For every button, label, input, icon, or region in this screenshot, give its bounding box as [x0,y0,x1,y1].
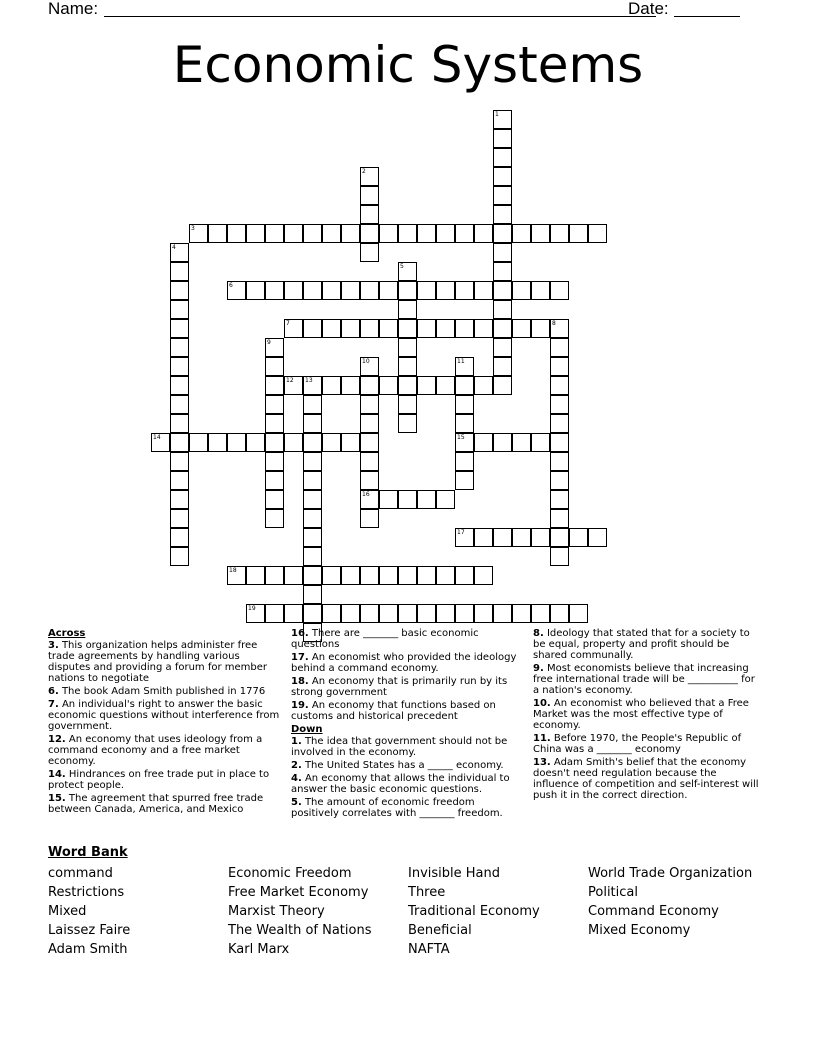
crossword-cell[interactable] [360,471,379,490]
crossword-cell[interactable] [303,585,322,604]
crossword-cell[interactable] [379,224,398,243]
crossword-cell[interactable] [189,224,208,243]
word-bank-item: Command Economy [588,904,719,919]
clue-down-2: 2. The United States has a _____ economy. [291,760,504,771]
crossword-cell[interactable] [265,357,284,376]
crossword-cell[interactable] [303,490,322,509]
clue-across-16: 16. There are _______ basic economic questions [291,628,479,650]
name-date-header [48,0,768,20]
clue-number: 5 [400,263,404,270]
crossword-cell[interactable] [493,433,512,452]
crossword-cell[interactable] [550,490,569,509]
crossword-cell[interactable] [569,224,588,243]
clue-across-6: 6. The book Adam Smith published in 1776 [48,686,266,697]
crossword-cell[interactable] [550,433,569,452]
crossword-cell[interactable] [246,433,265,452]
crossword-cell[interactable] [398,566,417,585]
crossword-cell[interactable] [341,224,360,243]
crossword-cell[interactable] [303,604,322,623]
crossword-cell[interactable] [398,224,417,243]
word-bank-item: Three [408,885,446,900]
crossword-cell[interactable] [398,357,417,376]
crossword-cell[interactable] [474,604,493,623]
crossword-cell[interactable] [303,414,322,433]
clues-column-3 [533,628,763,803]
crossword-cell[interactable] [417,319,436,338]
crossword-cell[interactable] [474,224,493,243]
crossword-cell[interactable] [360,281,379,300]
crossword-cell[interactable] [550,224,569,243]
crossword-cell[interactable] [398,262,417,281]
crossword-cell[interactable] [170,471,189,490]
crossword-cell[interactable] [379,281,398,300]
crossword-cell[interactable] [550,281,569,300]
crossword-cell[interactable] [284,433,303,452]
crossword-cell[interactable] [208,224,227,243]
clues-column-1 [48,628,280,817]
crossword-cell[interactable] [227,281,246,300]
crossword-cell[interactable] [303,433,322,452]
word-bank-item: World Trade Organization [588,866,753,881]
clue-across-14: 14. Hindrances on free trade put in place to protect people. [48,769,270,791]
crossword-cell[interactable] [550,452,569,471]
crossword-cell[interactable] [531,281,550,300]
word-bank-item: The Wealth of Nations [228,923,372,938]
crossword-cell[interactable] [208,433,227,452]
clue-number: 2 [362,168,366,175]
crossword-cell[interactable] [379,566,398,585]
crossword-cell[interactable] [265,338,284,357]
crossword-cell[interactable] [474,528,493,547]
crossword-cell[interactable] [398,376,417,395]
crossword-cell[interactable] [398,490,417,509]
clue-number: 11 [457,358,465,365]
clue-number: 9 [267,339,271,346]
crossword-cell[interactable] [493,167,512,186]
clue-number: 6 [229,282,233,289]
word-bank-column-1 [48,864,130,959]
word-bank-item: Beneficial [408,923,472,938]
clue-number: 1 [495,111,499,118]
crossword-cell[interactable] [170,300,189,319]
crossword-cell[interactable] [512,224,531,243]
crossword-cell[interactable] [493,357,512,376]
crossword-cell[interactable] [265,224,284,243]
crossword-cell[interactable] [284,604,303,623]
crossword-cell[interactable] [360,224,379,243]
crossword-cell[interactable] [227,433,246,452]
crossword-cell[interactable] [550,414,569,433]
crossword-cell[interactable] [417,281,436,300]
crossword-cell[interactable] [474,319,493,338]
crossword-cell[interactable] [398,604,417,623]
crossword-cell[interactable] [512,433,531,452]
crossword-cell[interactable] [398,338,417,357]
crossword-cell[interactable] [379,490,398,509]
crossword-cell[interactable] [436,319,455,338]
crossword-cell[interactable] [493,338,512,357]
crossword-cell[interactable] [474,376,493,395]
crossword-cell[interactable] [265,376,284,395]
clue-number: 3 [191,225,195,232]
clue-across-15: 15. The agreement that spurred free trade between Canada, America, and Mexico [48,793,264,815]
clue-number: 10 [362,358,370,365]
crossword-cell[interactable] [265,490,284,509]
crossword-cell[interactable] [341,281,360,300]
crossword-cell[interactable] [531,433,550,452]
crossword-cell[interactable] [531,604,550,623]
word-bank-item: Restrictions [48,885,125,900]
crossword-cell[interactable] [398,395,417,414]
crossword-cell[interactable] [303,319,322,338]
date-field[interactable] [674,16,740,17]
crossword-cell[interactable] [417,224,436,243]
crossword-cell[interactable] [455,433,474,452]
clue-across-3: 3. This organization helps administer free trade agreements by handling various disputes and providing a forum for member nations to negotiate [48,640,268,684]
crossword-cell[interactable] [170,528,189,547]
crossword-cell[interactable] [322,281,341,300]
clue-across-19: 19. An economy that functions based on customs and historical precedent [291,700,496,722]
crossword-cell[interactable] [379,376,398,395]
clue-down-5: 5. The amount of economic freedom positively correlates with _______ freedom. [291,797,503,819]
crossword-cell[interactable] [360,243,379,262]
crossword-cell[interactable] [455,376,474,395]
crossword-cell[interactable] [550,547,569,566]
crossword-cell[interactable] [360,357,379,376]
crossword-cell[interactable] [265,414,284,433]
crossword-cell[interactable] [493,110,512,129]
crossword-cell[interactable] [550,471,569,490]
page-title: Economic Systems [172,36,644,94]
crossword-cell[interactable] [550,338,569,357]
word-bank-item: Traditional Economy [408,904,540,919]
crossword-cell[interactable] [455,224,474,243]
word-bank-item: Free Market Economy [228,885,369,900]
crossword-cell[interactable] [265,509,284,528]
crossword-cell[interactable] [493,528,512,547]
crossword-cell[interactable] [436,490,455,509]
crossword-cell[interactable] [170,452,189,471]
crossword-cell[interactable] [436,604,455,623]
clue-number: 18 [229,567,237,574]
crossword-cell[interactable] [588,224,607,243]
crossword-cell[interactable] [284,566,303,585]
across-heading: Across [48,628,86,639]
crossword-cell[interactable] [455,414,474,433]
word-bank-item: Economic Freedom [228,866,352,881]
crossword-cell[interactable] [303,395,322,414]
date-label: Date: [628,0,669,18]
crossword-cell[interactable] [455,528,474,547]
crossword-cell[interactable] [303,281,322,300]
crossword-cell[interactable] [303,566,322,585]
crossword-cell[interactable] [360,376,379,395]
crossword-cell[interactable] [170,338,189,357]
crossword-cell[interactable] [531,224,550,243]
crossword-cell[interactable] [436,376,455,395]
crossword-cell[interactable] [170,357,189,376]
word-bank-item: Political [588,885,638,900]
crossword-cell[interactable] [284,319,303,338]
word-bank-item: Adam Smith [48,942,128,957]
crossword-cell[interactable] [417,604,436,623]
crossword-cell[interactable] [398,414,417,433]
clue-down-13: 13. Adam Smith's belief that the economy doesn't need regulation because the influence of competition and self-interest will push it in the correct direction. [533,757,759,801]
crossword-cell[interactable] [246,281,265,300]
clue-across-7: 7. An individual's right to answer the basic economic questions without interference from government. [48,699,280,732]
crossword-cell[interactable] [455,395,474,414]
crossword-cell[interactable] [493,319,512,338]
crossword-cell[interactable] [322,376,341,395]
crossword-cell[interactable] [322,319,341,338]
word-bank-item: Marxist Theory [228,904,325,919]
clue-number: 17 [457,529,465,536]
crossword-cell[interactable] [550,357,569,376]
word-bank-item: Laissez Faire [48,923,131,938]
crossword-cell[interactable] [360,205,379,224]
crossword-cell[interactable] [360,433,379,452]
crossword-cell[interactable] [303,471,322,490]
crossword-cell[interactable] [265,604,284,623]
crossword-cell[interactable] [588,528,607,547]
name-field[interactable] [104,16,656,17]
clue-number: 12 [286,377,294,384]
crossword-cell[interactable] [303,452,322,471]
crossword-cell[interactable] [493,148,512,167]
crossword-cell[interactable] [170,414,189,433]
crossword-cell[interactable] [341,566,360,585]
crossword-cell[interactable] [322,433,341,452]
crossword-cell[interactable] [493,205,512,224]
crossword-cell[interactable] [284,376,303,395]
crossword-cell[interactable] [303,547,322,566]
crossword-cell[interactable] [455,604,474,623]
clue-down-10: 10. An economist who believed that a Free Market was the most effective type of economy. [533,698,749,731]
crossword-cell[interactable] [303,509,322,528]
clues-column-2 [291,628,521,821]
word-bank-item: Mixed Economy [588,923,691,938]
clue-number: 8 [552,320,556,327]
crossword-cell[interactable] [360,509,379,528]
crossword-cell[interactable] [360,452,379,471]
crossword-cell[interactable] [436,281,455,300]
crossword-cell[interactable] [360,604,379,623]
crossword-cell[interactable] [341,433,360,452]
crossword-cell[interactable] [436,224,455,243]
crossword-cell[interactable] [170,490,189,509]
crossword-cell[interactable] [170,509,189,528]
crossword-cell[interactable] [246,566,265,585]
crossword-cell[interactable] [284,224,303,243]
name-label: Name: [48,0,99,18]
crossword-cell[interactable] [398,319,417,338]
crossword-cell[interactable] [550,395,569,414]
crossword-cell[interactable] [341,376,360,395]
crossword-cell[interactable] [455,452,474,471]
crossword-cell[interactable] [417,376,436,395]
crossword-cell[interactable] [284,281,303,300]
word-bank-column-3 [408,864,540,959]
word-bank-item: Invisible Hand [408,866,500,881]
clue-across-17: 17. An economist who provided the ideology behind a command economy. [291,652,517,674]
crossword-cell[interactable] [531,319,550,338]
crossword-cell[interactable] [151,433,170,452]
crossword-cell[interactable] [550,509,569,528]
crossword-cell[interactable] [550,528,569,547]
crossword-cell[interactable] [398,281,417,300]
crossword-cell[interactable] [170,319,189,338]
down-heading: Down [291,724,323,735]
word-bank-item: command [48,866,113,881]
crossword-cell[interactable] [455,319,474,338]
crossword-cell[interactable] [341,319,360,338]
crossword-cell[interactable] [493,243,512,262]
clue-down-4: 4. An economy that allows the individual to answer the basic economic questions. [291,773,510,795]
crossword-cell[interactable] [360,566,379,585]
crossword-cell[interactable] [303,224,322,243]
word-bank-column-4 [588,864,752,940]
word-bank-item: Karl Marx [228,942,290,957]
crossword-cell[interactable] [170,547,189,566]
crossword-cell[interactable] [455,357,474,376]
crossword-cell[interactable] [417,490,436,509]
crossword-cell[interactable] [265,281,284,300]
crossword-cell[interactable] [531,528,550,547]
crossword-cell[interactable] [455,566,474,585]
clue-across-18: 18. An economy that is primarily run by its strong government [291,676,508,698]
crossword-cell[interactable] [398,300,417,319]
crossword-cell[interactable] [265,395,284,414]
crossword-cell[interactable] [474,566,493,585]
clue-number: 16 [362,491,370,498]
crossword-cell[interactable] [512,528,531,547]
clue-number: 4 [172,244,176,251]
crossword-cell[interactable] [360,167,379,186]
clue-number: 15 [457,434,465,441]
crossword-cell[interactable] [493,186,512,205]
crossword-cell[interactable] [360,414,379,433]
crossword-cell[interactable] [455,281,474,300]
crossword-cell[interactable] [265,433,284,452]
crossword-cell[interactable] [493,262,512,281]
crossword-cell[interactable] [341,604,360,623]
crossword-cell[interactable] [170,376,189,395]
crossword-cell[interactable] [417,566,436,585]
crossword-cell[interactable] [569,604,588,623]
crossword-cell[interactable] [493,604,512,623]
crossword-cell[interactable] [493,300,512,319]
crossword-cell[interactable] [493,281,512,300]
word-bank-column-2 [228,864,371,959]
crossword-cell[interactable] [322,604,341,623]
crossword-cell[interactable] [379,604,398,623]
crossword-cell[interactable] [227,566,246,585]
crossword-cell[interactable] [550,319,569,338]
crossword-cell[interactable] [550,604,569,623]
crossword-cell[interactable] [322,566,341,585]
crossword-cell[interactable] [360,186,379,205]
crossword-cell[interactable] [569,528,588,547]
clue-down-1: 1. The idea that government should not be involved in the economy. [291,736,508,758]
clue-down-11: 11. Before 1970, the People's Republic of China was a _______ economy [533,733,742,755]
clue-across-12: 12. An economy that uses ideology from a command economy and a free market economy. [48,734,263,767]
crossword-cell[interactable] [265,471,284,490]
clue-number: 13 [305,377,313,384]
crossword-cell[interactable] [303,376,322,395]
crossword-cell[interactable] [512,604,531,623]
crossword-cell[interactable] [512,281,531,300]
crossword-cell[interactable] [436,566,455,585]
crossword-cell[interactable] [265,452,284,471]
crossword-cell[interactable] [265,566,284,585]
clue-number: 19 [248,605,256,612]
crossword-cell[interactable] [303,528,322,547]
clue-number: 14 [153,434,161,441]
crossword-cell[interactable] [474,281,493,300]
crossword-cell[interactable] [360,395,379,414]
crossword-cell[interactable] [322,224,341,243]
crossword-cell[interactable] [170,433,189,452]
crossword-cell[interactable] [493,224,512,243]
clue-down-8: 8. Ideology that stated that for a society to be equal, property and profit should be shared communally. [533,628,750,661]
clue-number: 7 [286,320,290,327]
word-bank-title: Word Bank [48,845,128,860]
crossword-cell[interactable] [474,433,493,452]
crossword-cell[interactable] [170,243,189,262]
clue-down-9: 9. Most economists believe that increasing free international trade will be __________ for a nation's economy. [533,663,755,696]
crossword-cell[interactable] [170,262,189,281]
crossword-cell[interactable] [170,281,189,300]
crossword-cell[interactable] [455,471,474,490]
crossword-cell[interactable] [227,224,246,243]
word-bank-item: NAFTA [408,942,450,957]
crossword-cell[interactable] [360,490,379,509]
crossword-cell[interactable] [246,224,265,243]
crossword-cell[interactable] [170,395,189,414]
crossword-cell[interactable] [512,319,531,338]
crossword-cell[interactable] [379,319,398,338]
crossword-cell[interactable] [246,604,265,623]
crossword-cell[interactable] [493,129,512,148]
crossword-cell[interactable] [189,433,208,452]
crossword-cell[interactable] [360,319,379,338]
crossword-cell[interactable] [493,376,512,395]
crossword-cell[interactable] [550,376,569,395]
word-bank-item: Mixed [48,904,87,919]
